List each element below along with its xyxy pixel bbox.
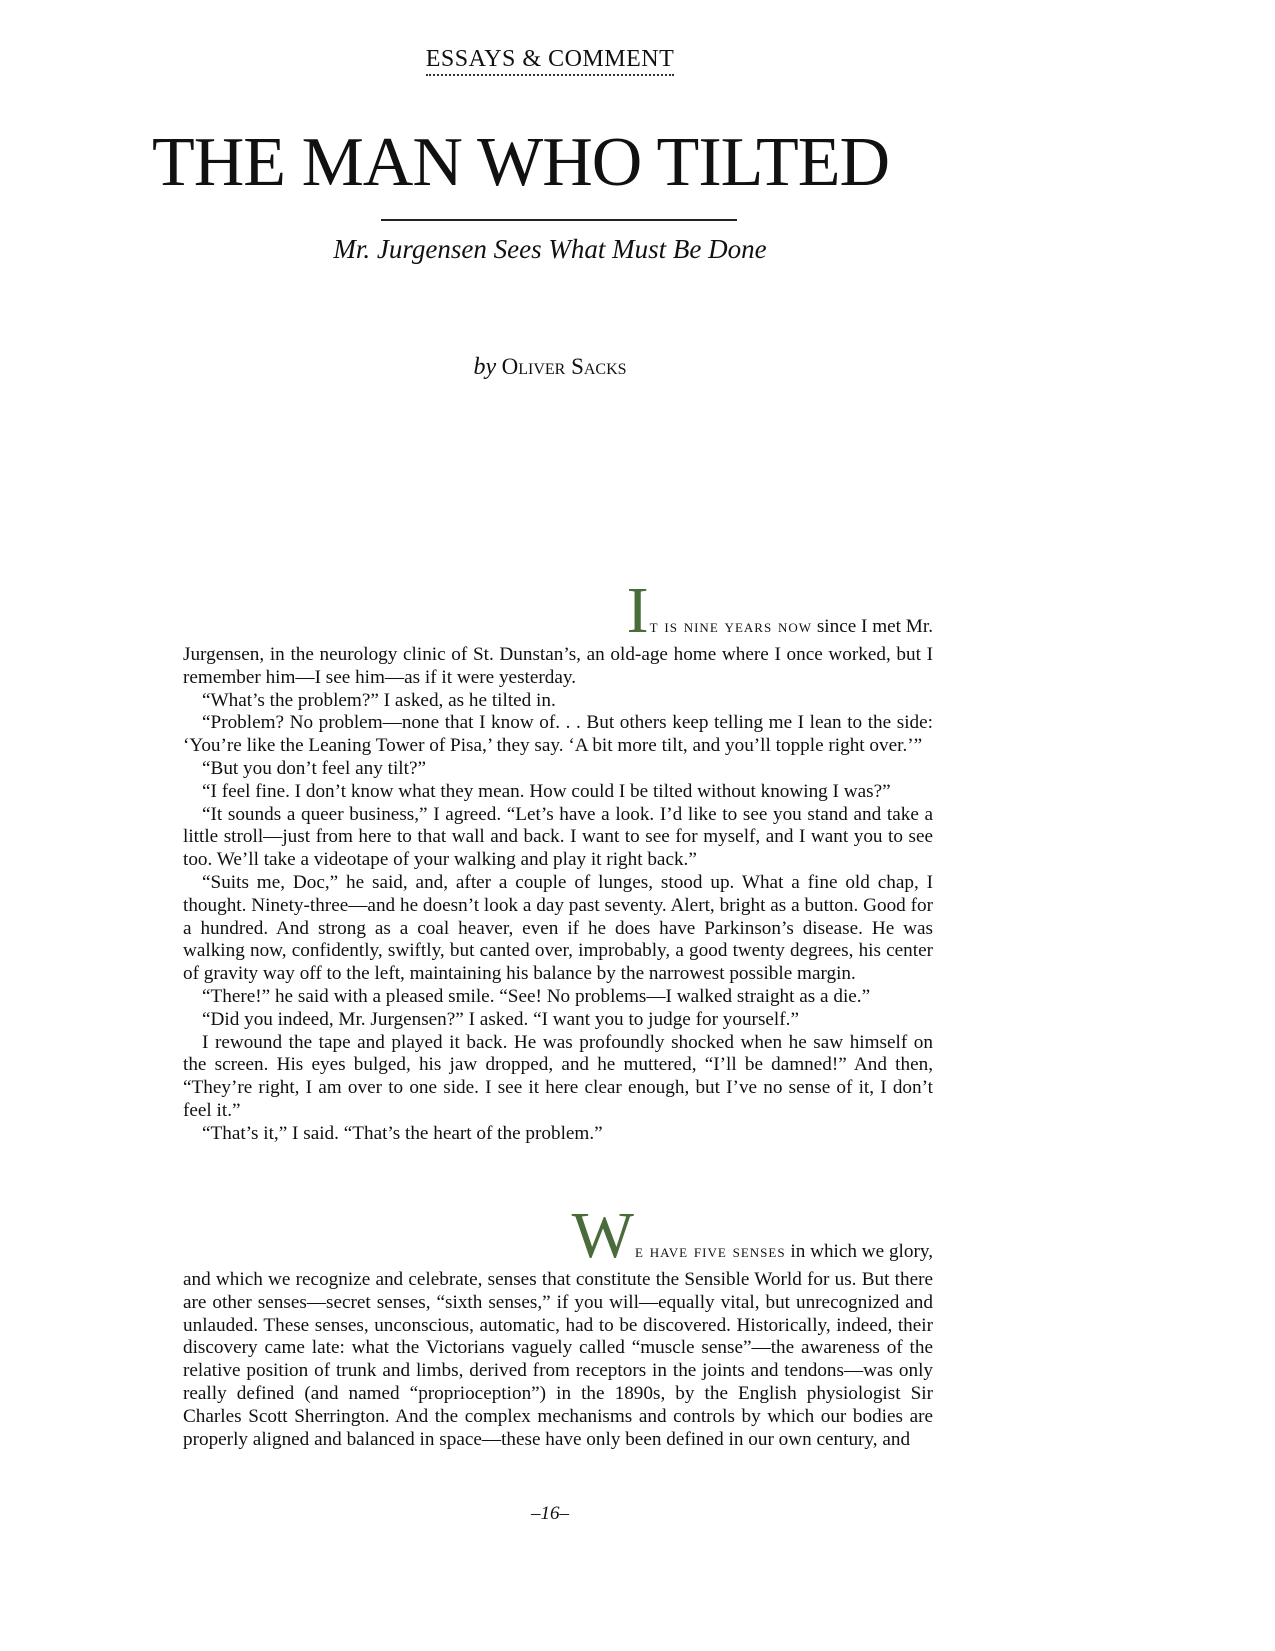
paragraph: “Problem? No problem—none that I know of. . . But others keep telling me I lean to the side: ‘You’re like the Leaning Tower of Pisa,’ they say. ‘A bit more tilt, and you’ll topple right over.’” bbox=[183, 712, 933, 757]
paragraph: “That’s it,” I said. “That’s the heart of the problem.” bbox=[202, 1122, 603, 1144]
paragraph: and which we recognize and celebrate, senses that constitute the Sensible World for us. But there are other senses—secret senses, “sixth senses,” if you will—equally vital, but unrecognized and unlauded. These senses, unconscious, automatic, had to be discovered. Historically, indeed, their discovery came late: what the Victorians vaguely called “muscle sense”—the awareness of the relative position of trunk and limbs, derived from receptors in the joints and tendons—was only really defined (and named “proprioception”) in the 1890s, by the English physiologist Sir Charles Scott Sherrington. And the complex mechanisms and controls by which our bodies are properly aligned and balanced in space—these have only been defined in our own century, and bbox=[183, 1269, 933, 1450]
article-title: THE MAN WHO TILTED bbox=[152, 124, 890, 201]
paragraph: Jurgensen, in the neurology clinic of St. Dunstan’s, an old-age home where I once worked, but I remember him—I see him—as if it were yesterday. bbox=[183, 644, 933, 688]
drop-cap-w: W bbox=[571, 1199, 634, 1272]
section-label bbox=[0, 46, 1100, 73]
byline bbox=[0, 354, 1100, 381]
section-label-text: ESSAYS & COMMENT bbox=[426, 46, 675, 76]
title-divider bbox=[381, 219, 737, 221]
article-section-1 bbox=[183, 574, 933, 1146]
paragraph: “Did you indeed, Mr. Jurgensen?” I asked. “I want you to judge for yourself.” bbox=[202, 1008, 799, 1030]
paragraph: “It sounds a queer business,” I agreed. “Let’s have a look. I’d like to see you stand and take a little stroll—just from here to that wall and back. I want to see for myself, and I want you to see too. We’ll take a videotape of your walking and play it right back.” bbox=[183, 803, 933, 871]
article-subtitle: Mr. Jurgensen Sees What Must Be Done bbox=[333, 234, 767, 264]
paragraph: “But you don’t feel any tilt?” bbox=[202, 757, 426, 779]
paragraph: “Suits me, Doc,” he said, and, after a couple of lunges, stood up. What a fine old chap, I thought. Ninety-three—and he doesn’t look a day past seventy. Alert, bright as a button. Good for a hundred. And strong as a coal heaver, even if he does have Parkinson’s disease. He was walking now, confidently, swiftly, but canted over, improbably, a good twenty degrees, his center of gravity way off to the left, maintaining his balance by the narrowest possible margin. bbox=[183, 871, 933, 985]
opening-line-rest: since I met Mr. bbox=[812, 616, 933, 637]
page-number: –16– bbox=[531, 1503, 569, 1524]
byline-by: by bbox=[473, 354, 497, 380]
drop-cap-i: I bbox=[626, 574, 649, 647]
paragraph: “I feel fine. I don’t know what they mean. How could I be tilted without knowing I was?” bbox=[202, 780, 891, 802]
section-2-opening-line bbox=[183, 1199, 933, 1272]
author-name: Oliver Sacks bbox=[501, 354, 627, 379]
paragraph: “There!” he said with a pleased smile. “See! No problems—I walked straight as a die.” bbox=[202, 985, 871, 1007]
article-section-2 bbox=[183, 1199, 933, 1451]
lead-in-small-caps: e have five senses bbox=[634, 1241, 786, 1262]
opening-line-rest: in which we glory, bbox=[785, 1241, 933, 1262]
section-1-opening-line bbox=[183, 574, 933, 647]
paragraph: I rewound the tape and played it back. He was profoundly shocked when he saw himself on the screen. His eyes bulged, his jaw dropped, and he muttered, “I’ll be damned!” And then, “They’re right, I am over to one side. I see it here clear enough, but I’ve no sense of it, I don’t feel it.” bbox=[183, 1031, 933, 1121]
lead-in-small-caps: t is nine years now bbox=[649, 616, 813, 637]
paragraph: “What’s the problem?” I asked, as he tilted in. bbox=[202, 689, 556, 711]
